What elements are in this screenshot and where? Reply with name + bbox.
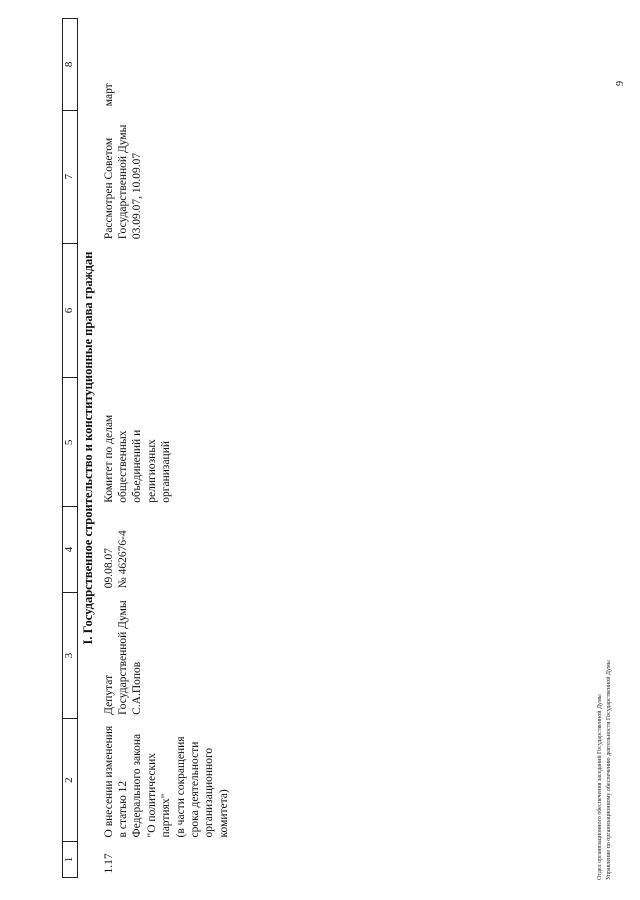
registration-date: 09.08.07 № 462676-4 — [102, 530, 129, 589]
header-cell: 8 — [63, 19, 78, 111]
rotated-table-frame — [62, 18, 622, 878]
bill-table — [62, 18, 232, 878]
bill-title: О внесении изменения в статью 12 Федерального закона "О политических партиях" (в части сокращения срока деятельности организационного комитета) — [102, 725, 230, 838]
header-cell: 3 — [63, 592, 78, 719]
section-title: I. Государственное строительство и конституционные права граждан — [81, 251, 95, 645]
header-cell: 1 — [63, 841, 78, 877]
table-header-row — [63, 19, 78, 878]
footer-line-1: Отдел организационного обеспечения заседаний Государственной Думы — [597, 694, 603, 880]
header-cell: 6 — [63, 243, 78, 378]
header-cell: 4 — [63, 507, 78, 592]
table-row — [101, 19, 232, 878]
section-row — [78, 19, 101, 878]
row-number: 1.17 — [102, 853, 115, 874]
responsible-committee: Комитет по делам общественных объединений и религиозных организаций — [102, 414, 173, 503]
bill-author: Депутат Государственной Думы С.А.Попов — [102, 600, 144, 715]
header-cell: 5 — [63, 378, 78, 507]
page-number: 9 — [615, 81, 626, 86]
bill-status: Рассмотрен Советом Государственной Думы 03.09.07, 10.09.07 — [102, 124, 144, 240]
planned-period: март — [102, 83, 115, 107]
column-6-cell — [101, 243, 232, 378]
header-cell: 2 — [63, 719, 78, 842]
page-footer — [596, 580, 614, 880]
header-cell: 7 — [63, 110, 78, 243]
footer-line-2: Управление по организационному обеспечению деятельности Государственной Думы — [606, 660, 612, 880]
